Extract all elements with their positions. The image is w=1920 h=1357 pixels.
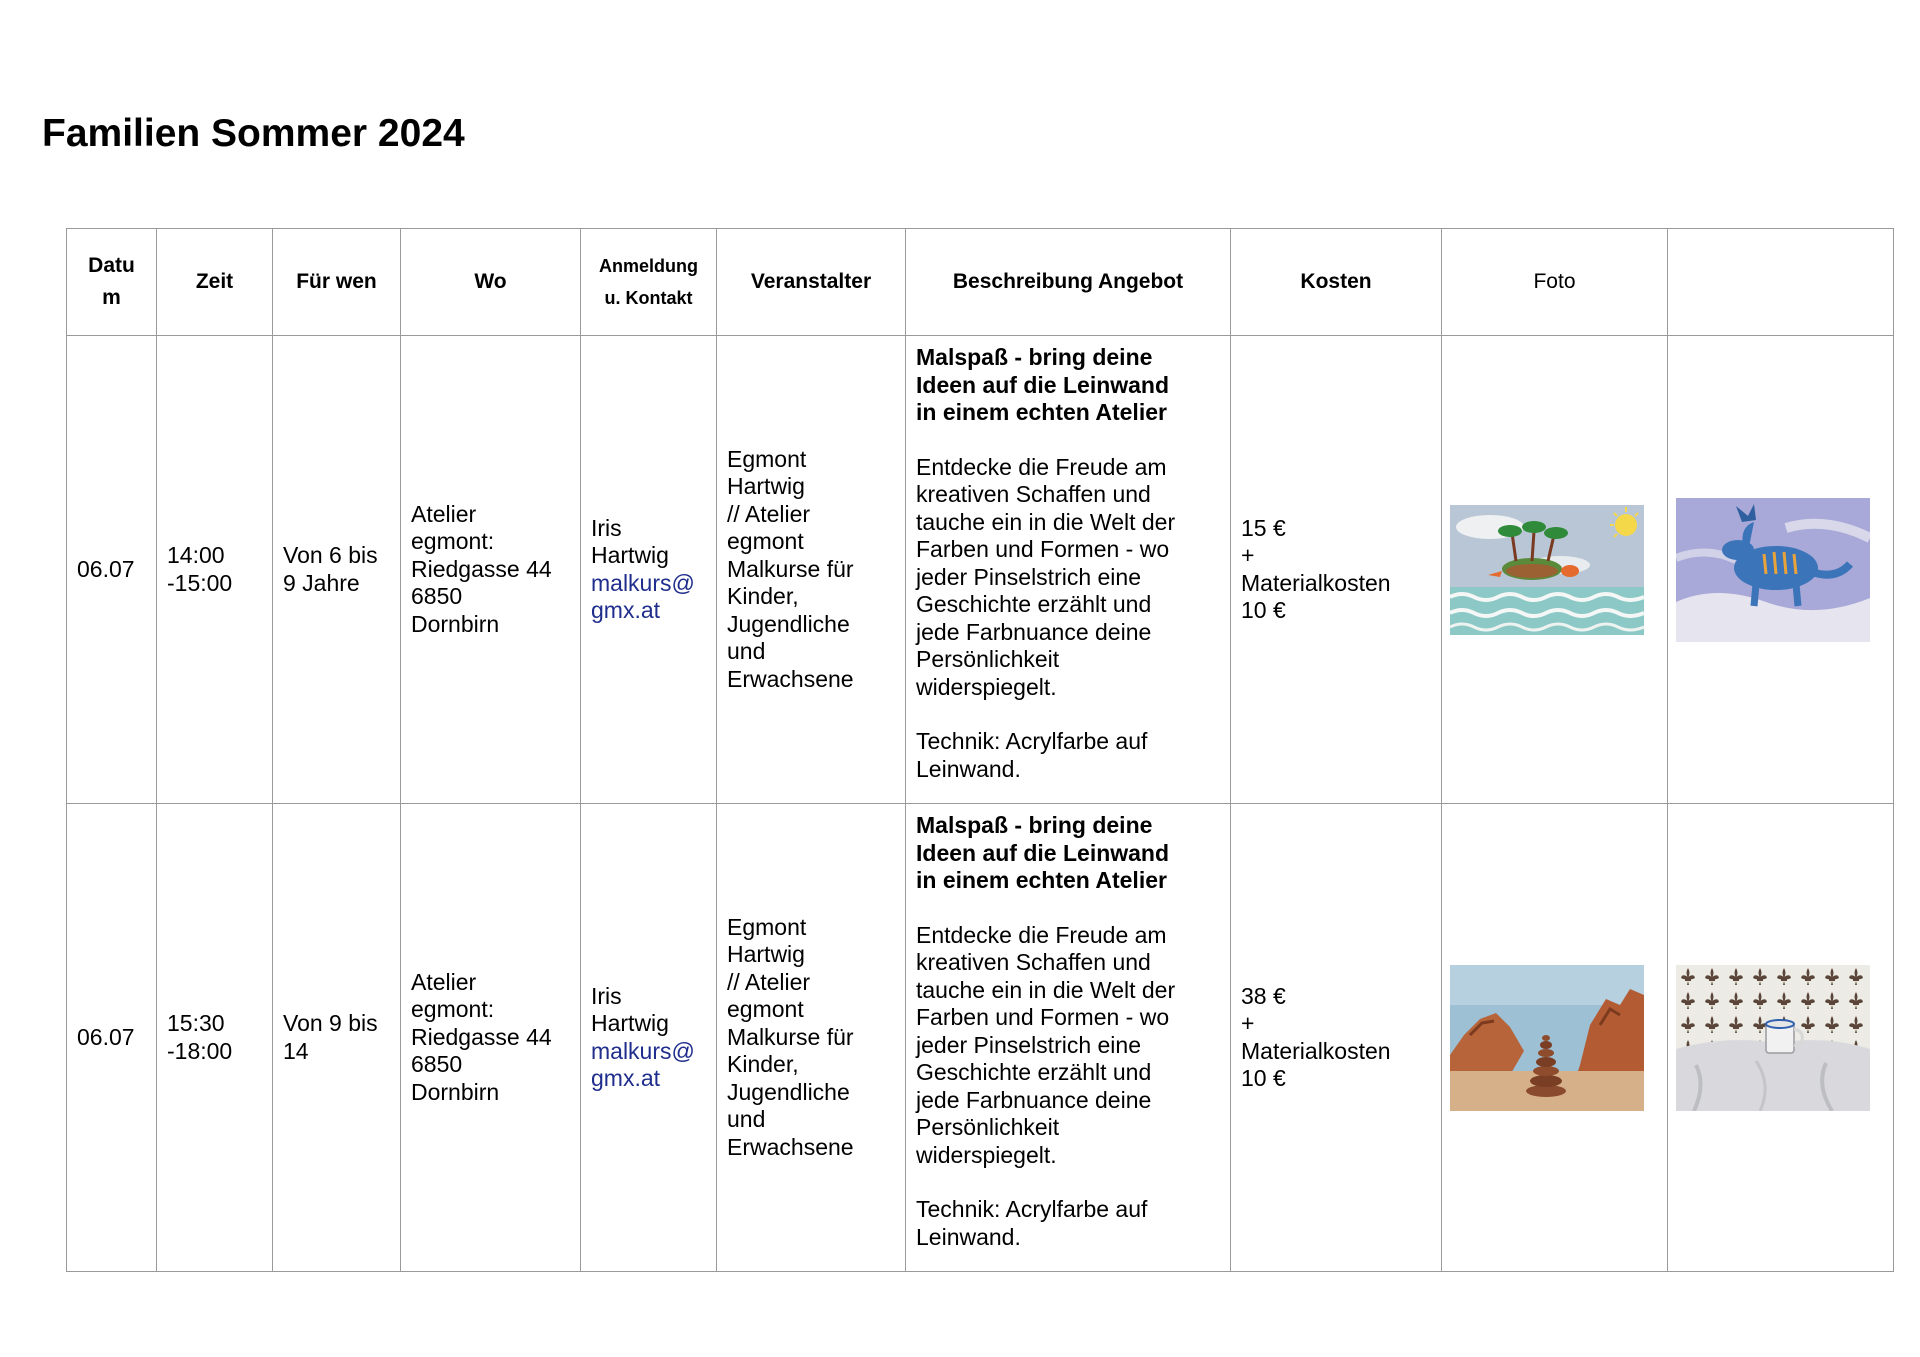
contact-name: Iris Hartwig xyxy=(591,982,669,1036)
header-zeit: Zeit xyxy=(157,229,273,336)
cell-fuer-wen: Von 9 bis 14 xyxy=(273,804,401,1272)
cell-foto-1 xyxy=(1442,336,1668,804)
cell-zeit: 15:30 -18:00 xyxy=(157,804,273,1272)
header-extra xyxy=(1668,229,1894,336)
schedule-table xyxy=(66,228,1894,1272)
header-anmeldung: Anmeldung u. Kontakt xyxy=(581,229,717,336)
offer-title: Malspaß - bring deine Ideen auf die Leinwand in einem echten Atelier xyxy=(916,812,1170,893)
painting-dragon-image xyxy=(1676,498,1885,642)
offer-technique: Technik: Acrylfarbe auf Leinwand. xyxy=(916,1196,1148,1250)
table-row xyxy=(67,336,1894,804)
header-wo: Wo xyxy=(401,229,581,336)
cell-foto-1 xyxy=(1442,804,1668,1272)
contact-name: Iris Hartwig xyxy=(591,514,669,568)
painting-cairn-image xyxy=(1450,965,1659,1111)
offer-title: Malspaß - bring deine Ideen auf die Leinwand in einem echten Atelier xyxy=(916,344,1170,425)
cell-kontakt xyxy=(581,336,717,804)
cell-wo: Atelier egmont: Riedgasse 44 6850 Dornbirn xyxy=(401,336,581,804)
header-fuer-wen: Für wen xyxy=(273,229,401,336)
cell-foto-2 xyxy=(1668,336,1894,804)
cell-veranstalter: Egmont Hartwig // Atelier egmont Malkurse für Kinder, Jugendliche und Erwachsene xyxy=(717,804,906,1272)
cell-beschreibung xyxy=(906,804,1231,1272)
cell-kontakt xyxy=(581,804,717,1272)
header-kosten: Kosten xyxy=(1231,229,1442,336)
cell-kosten: 15 € + Materialkosten 10 € xyxy=(1231,336,1442,804)
offer-description: Entdecke die Freude am kreativen Schaffen und tauche ein in die Welt der Farben und Formen - wo jeder Pinselstrich eine Geschichte erzählt und jede Farbnuance deine Persönlichkeit widerspiegelt. xyxy=(916,453,1176,700)
cell-datum: 06.07 xyxy=(67,336,157,804)
header-datum: Datu m xyxy=(67,229,157,336)
header-row xyxy=(67,229,1894,336)
cell-beschreibung xyxy=(906,336,1231,804)
cell-zeit: 14:00 -15:00 xyxy=(157,336,273,804)
cell-datum: 06.07 xyxy=(67,804,157,1272)
contact-email-link[interactable]: malkurs@ gmx.at xyxy=(591,569,695,623)
offer-technique: Technik: Acrylfarbe auf Leinwand. xyxy=(916,728,1148,782)
painting-cup-image xyxy=(1676,965,1885,1111)
header-foto: Foto xyxy=(1442,229,1668,336)
cell-foto-2 xyxy=(1668,804,1894,1272)
contact-email-link[interactable]: malkurs@ gmx.at xyxy=(591,1037,695,1091)
cell-kosten: 38 € + Materialkosten 10 € xyxy=(1231,804,1442,1272)
painting-turtle-image xyxy=(1450,505,1659,635)
table-row xyxy=(67,804,1894,1272)
cell-fuer-wen: Von 6 bis 9 Jahre xyxy=(273,336,401,804)
header-veranstalter: Veranstalter xyxy=(717,229,906,336)
header-beschreibung: Beschreibung Angebot xyxy=(906,229,1231,336)
page-title: Familien Sommer 2024 xyxy=(42,112,465,155)
cell-veranstalter: Egmont Hartwig // Atelier egmont Malkurse für Kinder, Jugendliche und Erwachsene xyxy=(717,336,906,804)
cell-wo: Atelier egmont: Riedgasse 44 6850 Dornbirn xyxy=(401,804,581,1272)
offer-description: Entdecke die Freude am kreativen Schaffen und tauche ein in die Welt der Farben und Formen - wo jeder Pinselstrich eine Geschichte erzählt und jede Farbnuance deine Persönlichkeit widerspiegelt. xyxy=(916,921,1176,1168)
